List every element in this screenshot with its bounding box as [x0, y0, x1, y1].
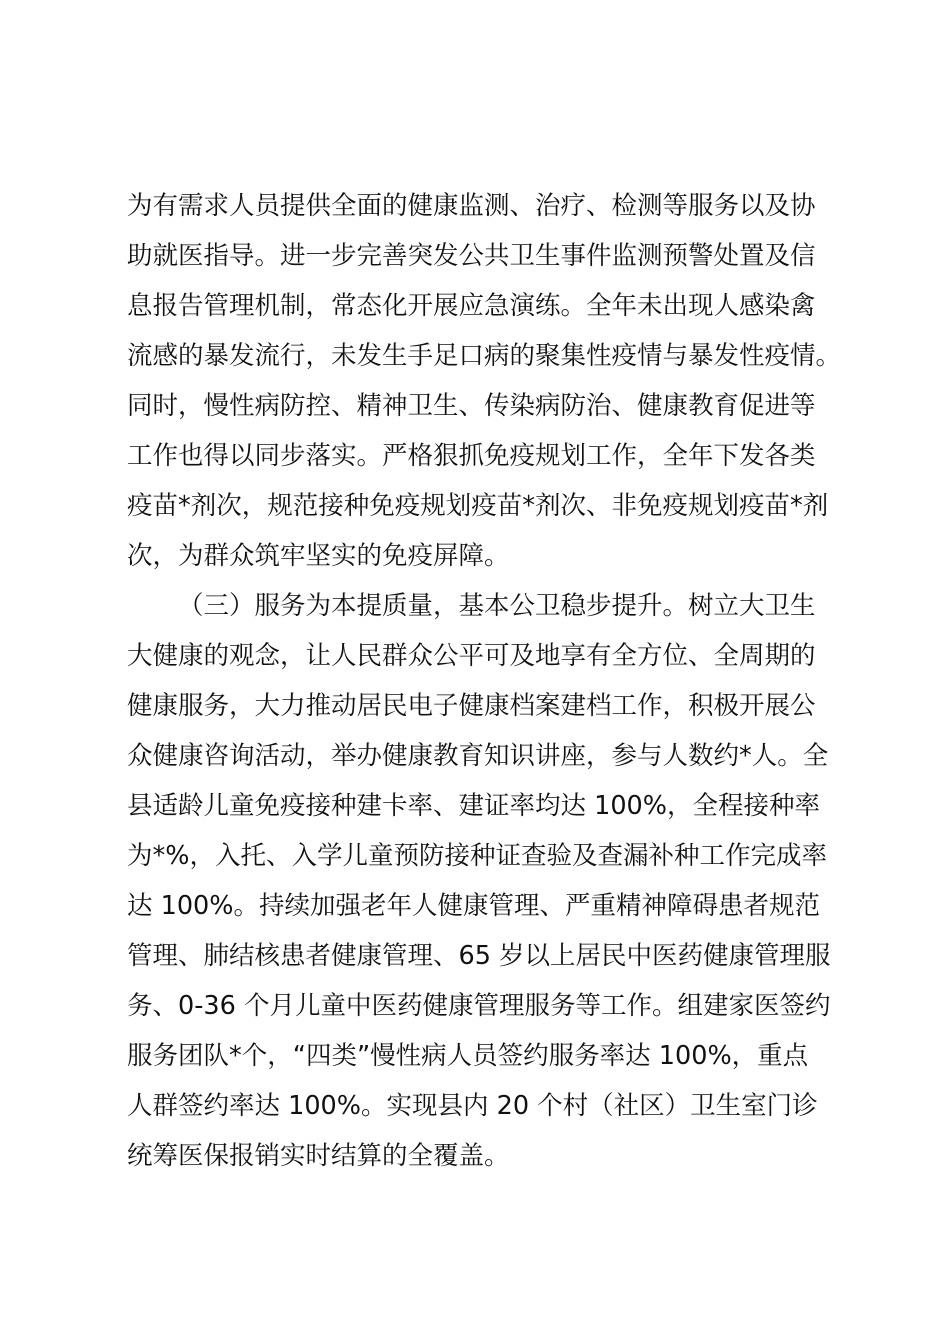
paragraph-line: 人群签约率达 100%。实现县内 20 个村（社区）卫生室门诊: [127, 1091, 818, 1121]
paragraph-line: 县适龄儿童免疫接种建卡率、建证率均达 100%，全程接种率: [127, 791, 821, 821]
paragraph-line: 同时，慢性病防控、精神卫生、传染病防治、健康教育促进等: [127, 391, 816, 421]
section-heading-line: （三）服务为本提质量，基本公卫稳步提升。树立大卫生: [178, 591, 816, 621]
paragraph-line: 工作也得以同步落实。严格狠抓免疫规划工作，全年下发各类: [127, 441, 816, 471]
paragraph-line: 众健康咨询活动，举办健康教育知识讲座，参与人数约*人。全: [127, 741, 829, 771]
paragraph-line: 达 100%。持续加强老年人健康管理、严重精神障碍患者规范: [127, 891, 821, 921]
paragraph-line: 务、0-36 个月儿童中医药健康管理服务等工作。组建家医签约: [127, 991, 831, 1021]
paragraph-line: 大健康的观念，让人民群众公平可及地享有全方位、全周期的: [127, 641, 816, 671]
paragraph-line: 健康服务，大力推动居民电子健康档案建档工作，积极开展公: [127, 691, 816, 721]
paragraph-line: 次，为群众筑牢坚实的免疫屏障。: [127, 541, 510, 571]
paragraph-line: 息报告管理机制，常态化开展应急演练。全年未出现人感染禽: [127, 291, 816, 321]
paragraph-line: 为*%，入托、入学儿童预防接种证查验及查漏补种工作完成率: [127, 841, 827, 871]
paragraph-line: 为有需求人员提供全面的健康监测、治疗、检测等服务以及协: [127, 191, 816, 221]
paragraph-line: 疫苗*剂次，规范接种免疫规划疫苗*剂次、非免疫规划疫苗*剂: [127, 491, 829, 521]
paragraph-line: 助就医指导。进一步完善突发公共卫生事件监测预警处置及信: [127, 241, 816, 271]
paragraph-line: 管理、肺结核患者健康管理、65 岁以上居民中医药健康管理服: [127, 941, 831, 971]
paragraph-line: 流感的暴发流行，未发生手足口病的聚集性疫情与暴发性疫情。: [127, 341, 842, 371]
paragraph-line: 服务团队*个，“四类”慢性病人员签约服务率达 100%，重点: [127, 1041, 809, 1071]
paragraph-line: 统筹医保报销实时结算的全覆盖。: [127, 1141, 510, 1171]
